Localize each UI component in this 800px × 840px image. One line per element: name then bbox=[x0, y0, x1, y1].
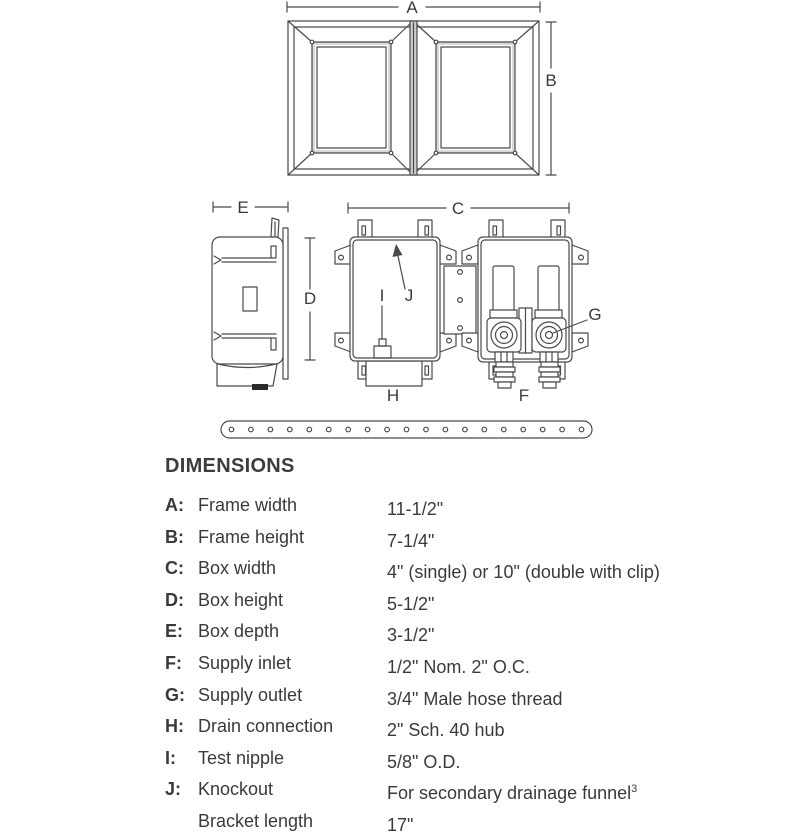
dimension-key: B: bbox=[165, 526, 184, 547]
drain-hub bbox=[366, 361, 422, 386]
dimension-row bbox=[165, 776, 725, 808]
dimension-row bbox=[165, 618, 725, 650]
dimension-row bbox=[165, 745, 725, 777]
dim-label-e: E bbox=[237, 198, 249, 217]
dimension-name: Supply inlet bbox=[198, 652, 292, 673]
dimension-value: 4" (single) or 10" (double with clip) bbox=[387, 562, 660, 583]
dim-label-j: J bbox=[404, 286, 414, 305]
dimension-key: D: bbox=[165, 589, 184, 610]
dimension-value: 2" Sch. 40 hub bbox=[387, 720, 505, 741]
valve-box-front-view bbox=[478, 220, 588, 388]
dimension-name: Box height bbox=[198, 589, 284, 610]
dimension-row bbox=[165, 524, 725, 556]
dimension-key: F: bbox=[165, 652, 182, 673]
side-flange-strip bbox=[283, 228, 288, 379]
dimension-row bbox=[165, 682, 725, 714]
dim-label-d: D bbox=[303, 289, 317, 308]
dim-line-b bbox=[546, 22, 556, 175]
dimension-key: G: bbox=[165, 684, 185, 705]
dimension-name: Drain connection bbox=[198, 716, 334, 737]
dimension-key: C: bbox=[165, 558, 184, 579]
dimension-value: 5/8" O.D. bbox=[387, 751, 461, 772]
dimension-value: 5-1/2" bbox=[387, 593, 435, 614]
dimension-key: H: bbox=[165, 716, 184, 737]
dimension-value: 3/4" Male hose thread bbox=[387, 688, 563, 709]
dimension-row bbox=[165, 650, 725, 682]
dimension-name: Box depth bbox=[198, 621, 280, 642]
dimension-value: 3-1/2" bbox=[387, 625, 435, 646]
footnote-marker: 3 bbox=[631, 783, 638, 796]
dimension-name: Box width bbox=[198, 558, 277, 579]
side-body bbox=[212, 237, 283, 364]
dimensions-table bbox=[165, 456, 725, 840]
frame-front-view bbox=[288, 21, 539, 175]
dimension-name: Test nipple bbox=[198, 747, 285, 768]
dimension-row bbox=[165, 808, 725, 840]
dimension-row bbox=[165, 555, 725, 587]
dimension-name: Frame width bbox=[198, 495, 298, 515]
single-box-front-view bbox=[335, 220, 456, 386]
dimension-row bbox=[165, 587, 725, 619]
dim-label-b: B bbox=[545, 71, 557, 90]
dimension-row bbox=[165, 713, 725, 745]
box-side-view bbox=[212, 218, 288, 390]
dimension-key: J: bbox=[165, 779, 182, 800]
supply-inlet-fittings bbox=[494, 362, 560, 388]
dimension-name: Supply outlet bbox=[198, 684, 303, 705]
dimensions-title: DIMENSIONS bbox=[165, 455, 295, 477]
dimension-key bbox=[165, 808, 198, 840]
dim-label-g: G bbox=[588, 305, 602, 324]
dimension-row bbox=[165, 492, 725, 524]
dimension-value: 7-1/4" bbox=[387, 530, 435, 551]
dim-label-i: I bbox=[379, 286, 385, 305]
dimension-value: 17" bbox=[387, 814, 414, 835]
dimension-name: Knockout bbox=[198, 779, 274, 800]
dim-line-e bbox=[213, 202, 288, 212]
dimension-name: Bracket length bbox=[198, 810, 314, 831]
dimension-name: Frame height bbox=[198, 526, 305, 547]
side-drain-mark bbox=[252, 384, 268, 390]
dimension-key: E: bbox=[165, 621, 183, 642]
dim-label-a: A bbox=[406, 0, 418, 17]
dim-label-c: C bbox=[451, 199, 465, 218]
dimension-value: For secondary drainage funnel$^3$ bbox=[387, 783, 638, 804]
mounting-bracket bbox=[221, 421, 592, 438]
dimension-value: 1/2" Nom. 2" O.C. bbox=[387, 656, 530, 677]
dim-label-h: H bbox=[386, 386, 400, 405]
dimension-key: I: bbox=[165, 747, 176, 768]
dimension-value: 11-1/2" bbox=[387, 499, 444, 519]
wing-tabs bbox=[572, 245, 588, 352]
dim-label-f: F bbox=[518, 386, 530, 405]
dimension-key: A: bbox=[165, 495, 184, 515]
